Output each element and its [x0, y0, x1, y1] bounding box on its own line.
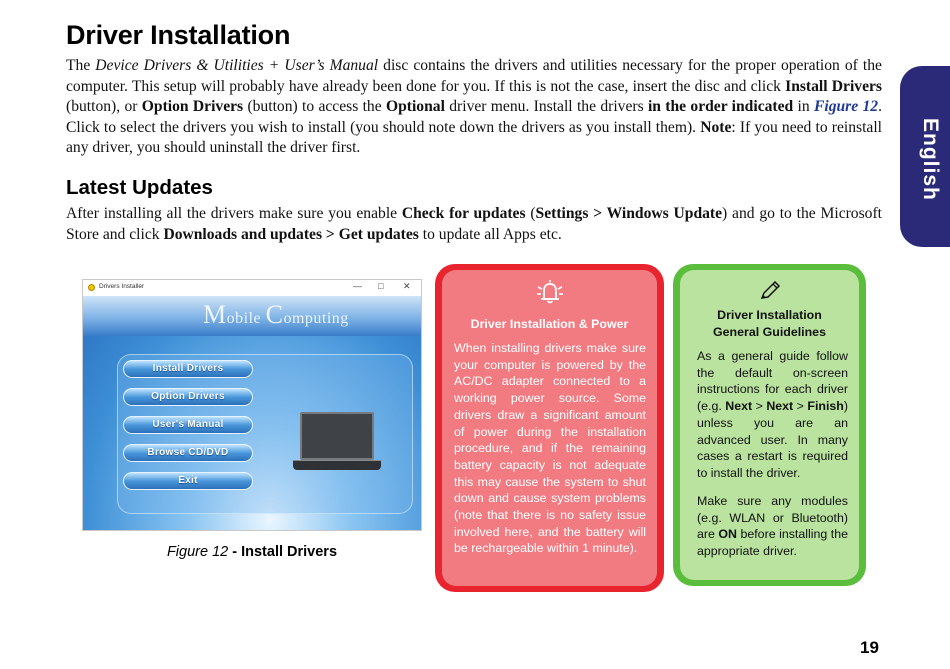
guidelines-title-line: Driver Installation [717, 308, 822, 322]
page-title: Driver Installation [66, 20, 291, 50]
check-updates-term: Check for updates [401, 205, 526, 222]
text: in [793, 98, 814, 115]
text: . Click to select the drivers you wish to install (you should note down the drivers as you install them). [66, 98, 882, 136]
optional-term: Optional [385, 98, 445, 115]
brand-text: omputing [283, 310, 349, 327]
downloads-path: Downloads and updates > Get updates [163, 225, 419, 243]
exit-button[interactable]: Exit [123, 472, 253, 490]
figure-separator: - [228, 544, 242, 560]
text: to update all Apps etc. [418, 225, 562, 243]
power-warning-box [435, 264, 664, 592]
text: ( [525, 205, 536, 222]
guidelines-paragraph-2 [697, 493, 848, 560]
laptop-image [300, 412, 374, 460]
window-title-bar [83, 280, 421, 296]
window-title: Drivers Installer [99, 283, 145, 290]
close-icon[interactable]: ✕ [403, 281, 411, 291]
text: disc contains the drivers and utilities necessary for the proper operation of the computer. This setup will probably have already been done for you. If this is not the case, insert the disc and click [66, 57, 882, 95]
pencil-icon [758, 280, 782, 302]
intro-paragraph [66, 56, 882, 159]
browse-cd-dvd-button[interactable]: Browse CD/DVD [123, 444, 253, 462]
page-number: 19 [860, 638, 879, 657]
brand-logo [203, 300, 349, 330]
brand-text: obile [226, 310, 266, 327]
maximize-icon[interactable]: □ [378, 281, 384, 291]
installer-banner [83, 296, 422, 336]
guidelines-title [686, 307, 853, 341]
text: As a general guide follow the default on-screen instructions for each driver (e.g. [697, 349, 848, 414]
text: The [66, 57, 96, 74]
guidelines-inner [680, 270, 859, 580]
figure-caption [82, 544, 422, 560]
next-term: Next [725, 399, 753, 414]
brand-letter: C [265, 300, 284, 329]
users-manual-button[interactable]: User's Manual [123, 416, 253, 434]
text: ) unless you are an advanced user. In many cases a restart is required to install the driver. [697, 399, 848, 480]
drivers-installer-window [82, 279, 422, 531]
app-logo-icon [88, 284, 95, 291]
option-drivers-button[interactable]: Option Drivers [123, 388, 253, 406]
text: Make sure any modules (e.g. WLAN or Bluetooth) are [697, 494, 848, 542]
text: ) and go to the Microsoft Store and click [66, 205, 882, 243]
on-term: ON [718, 527, 737, 542]
text: > [793, 399, 808, 414]
installer-body [83, 296, 422, 531]
finish-term: Finish [807, 399, 844, 414]
text: : If you need to reinstall any driver, you should uninstall the driver first. [66, 118, 882, 156]
brand-letter: M [203, 300, 227, 329]
figure-title: Install Drivers [241, 544, 338, 560]
text: > [752, 399, 767, 414]
laptop-keyboard-image [293, 460, 381, 470]
note-label: Note [700, 118, 732, 136]
figure-link[interactable]: Figure 12 [813, 98, 879, 115]
figure-label: Figure 12 [166, 544, 229, 560]
guidelines-title-line: General Guidelines [713, 325, 826, 339]
alarm-bell-icon [535, 279, 565, 305]
disc-name: Device Drivers & Utilities + User’s Manual [95, 57, 379, 74]
minimize-icon[interactable]: — [353, 281, 362, 291]
power-box-title: Driver Installation & Power [470, 317, 629, 331]
power-box-text: When installing drivers make sure your computer is powered by the AC/DC adapter connected to a working power source. Some drivers draw a significant amount of power during the installation procedure, and if the remaining battery capacity is not adequate this may cause the system to shut down and cause system problems (note that there is no safety issue involved here, and the battery will be rechargeable within 1 minute). [454, 341, 646, 556]
text: After installing all the drivers make sure you enable [66, 205, 402, 222]
text: (button) to access the [243, 98, 386, 115]
option-drivers-term: Option Drivers [141, 98, 244, 115]
settings-path: Settings > Windows Update [535, 205, 723, 222]
install-drivers-term: Install Drivers [785, 77, 882, 95]
text: driver menu. Install the drivers [444, 98, 648, 115]
text: (button), or [66, 98, 142, 115]
guidelines-box [673, 264, 866, 586]
section-heading-latest-updates: Latest Updates [66, 176, 213, 199]
latest-updates-paragraph [66, 204, 882, 245]
install-drivers-button[interactable]: Install Drivers [123, 360, 253, 378]
next-term: Next [766, 399, 794, 414]
language-tab-label: English [919, 118, 942, 201]
guidelines-paragraph-1 [697, 348, 848, 482]
power-warning-inner [442, 270, 657, 586]
order-term: in the order indicated [647, 98, 794, 115]
text: before installing the appropriate driver. [697, 527, 848, 559]
